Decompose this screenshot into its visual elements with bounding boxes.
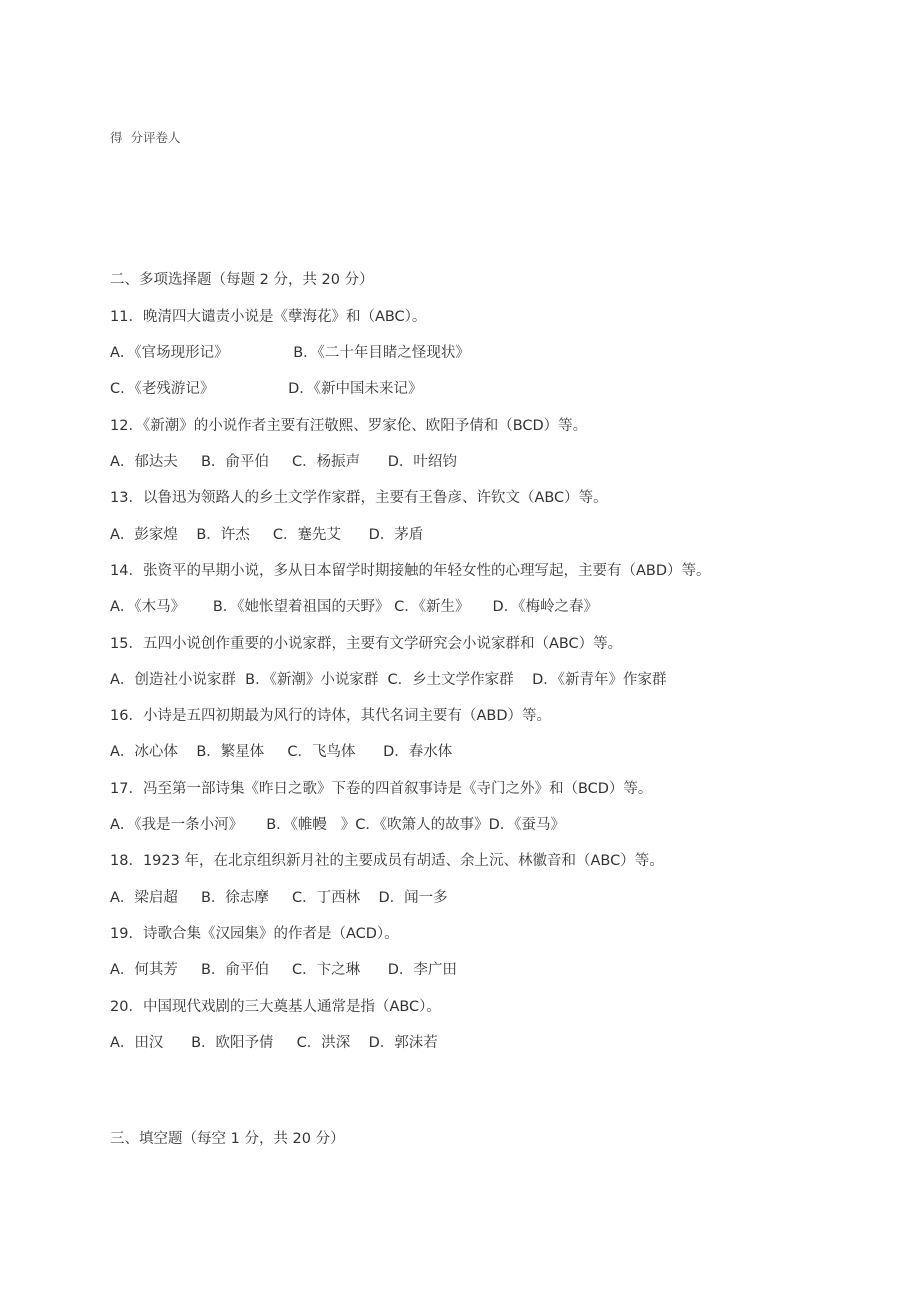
score-reviewer-label: 得 分评卷人 — [110, 130, 181, 145]
question-18-stem: 18．1923 年，在北京组织新月社的主要成员有胡适、余上沅、林徽音和（ABC）等。 — [110, 853, 664, 869]
question-13-stem: 13．以鲁迅为领路人的乡土文学作家群，主要有王鲁彦、许钦文（ABC）等。 — [110, 490, 608, 506]
question-11-stem: 11．晚清四大谴责小说是《孽海花》和（ABC）。 — [110, 309, 427, 325]
question-14-options: A．《木马》 B．《她怅望着祖国的天野》 C．《新生》 D．《梅岭之春》 — [110, 599, 598, 615]
question-12-stem: 12．《新潮》的小说作者主要有汪敬熙、罗家伦、欧阳予倩和（BCD）等。 — [110, 418, 588, 434]
question-16-options: A．冰心体 B．繁星体 C．飞鸟体 D．春水体 — [110, 744, 453, 760]
question-14-stem: 14．张资平的早期小说，多从日本留学时期接触的年轻女性的心理写起，主要有（ABD）等。 — [110, 563, 711, 579]
question-13-options: A．彭家煌 B．许杰 C．蹇先艾 D．茅盾 — [110, 527, 424, 543]
question-19-stem: 19．诗歌合集《汉园集》的作者是（ACD）。 — [110, 926, 399, 942]
section-title-fill-in-blank: 三、填空题（每空 1 分，共 20 分） — [110, 1131, 345, 1147]
question-11-options-row-1: A．《官场现形记》 B．《二十年目睹之怪现状》 — [110, 345, 470, 361]
question-12-options: A．郁达夫 B．俞平伯 C．杨振声 D．叶绍钧 — [110, 454, 457, 470]
question-20-options: A．田汉 B．欧阳予倩 C．洪深 D．郭沫若 — [110, 1035, 438, 1051]
question-18-options: A．梁启超 B．徐志摩 C．丁西林 D．闻一多 — [110, 890, 448, 906]
question-15-stem: 15．五四小说创作重要的小说家群，主要有文学研究会小说家群和（ABC）等。 — [110, 636, 623, 652]
section-title-multiple-choice: 二、多项选择题（每题 2 分，共 20 分） — [110, 272, 374, 288]
question-15-options: A．创造社小说家群 B．《新潮》小说家群 C．乡土文学作家群 D．《新青年》作家群 — [110, 672, 667, 688]
question-17-stem: 17．冯至第一部诗集《昨日之歌》下卷的四首叙事诗是《寺门之外》和（BCD）等。 — [110, 781, 653, 797]
question-16-stem: 16．小诗是五四初期最为风行的诗体，其代名词主要有（ABD）等。 — [110, 708, 551, 724]
question-17-options: A．《我是一条小河》 B．《帷幔 》C．《吹箫人的故事》D．《蚕马》 — [110, 817, 566, 833]
question-11-options-row-2: C．《老残游记》 D．《新中国未来记》 — [110, 381, 423, 397]
question-20-stem: 20．中国现代戏剧的三大奠基人通常是指（ABC）。 — [110, 999, 441, 1015]
question-19-options: A．何其芳 B．俞平伯 C．卞之琳 D．李广田 — [110, 962, 457, 978]
